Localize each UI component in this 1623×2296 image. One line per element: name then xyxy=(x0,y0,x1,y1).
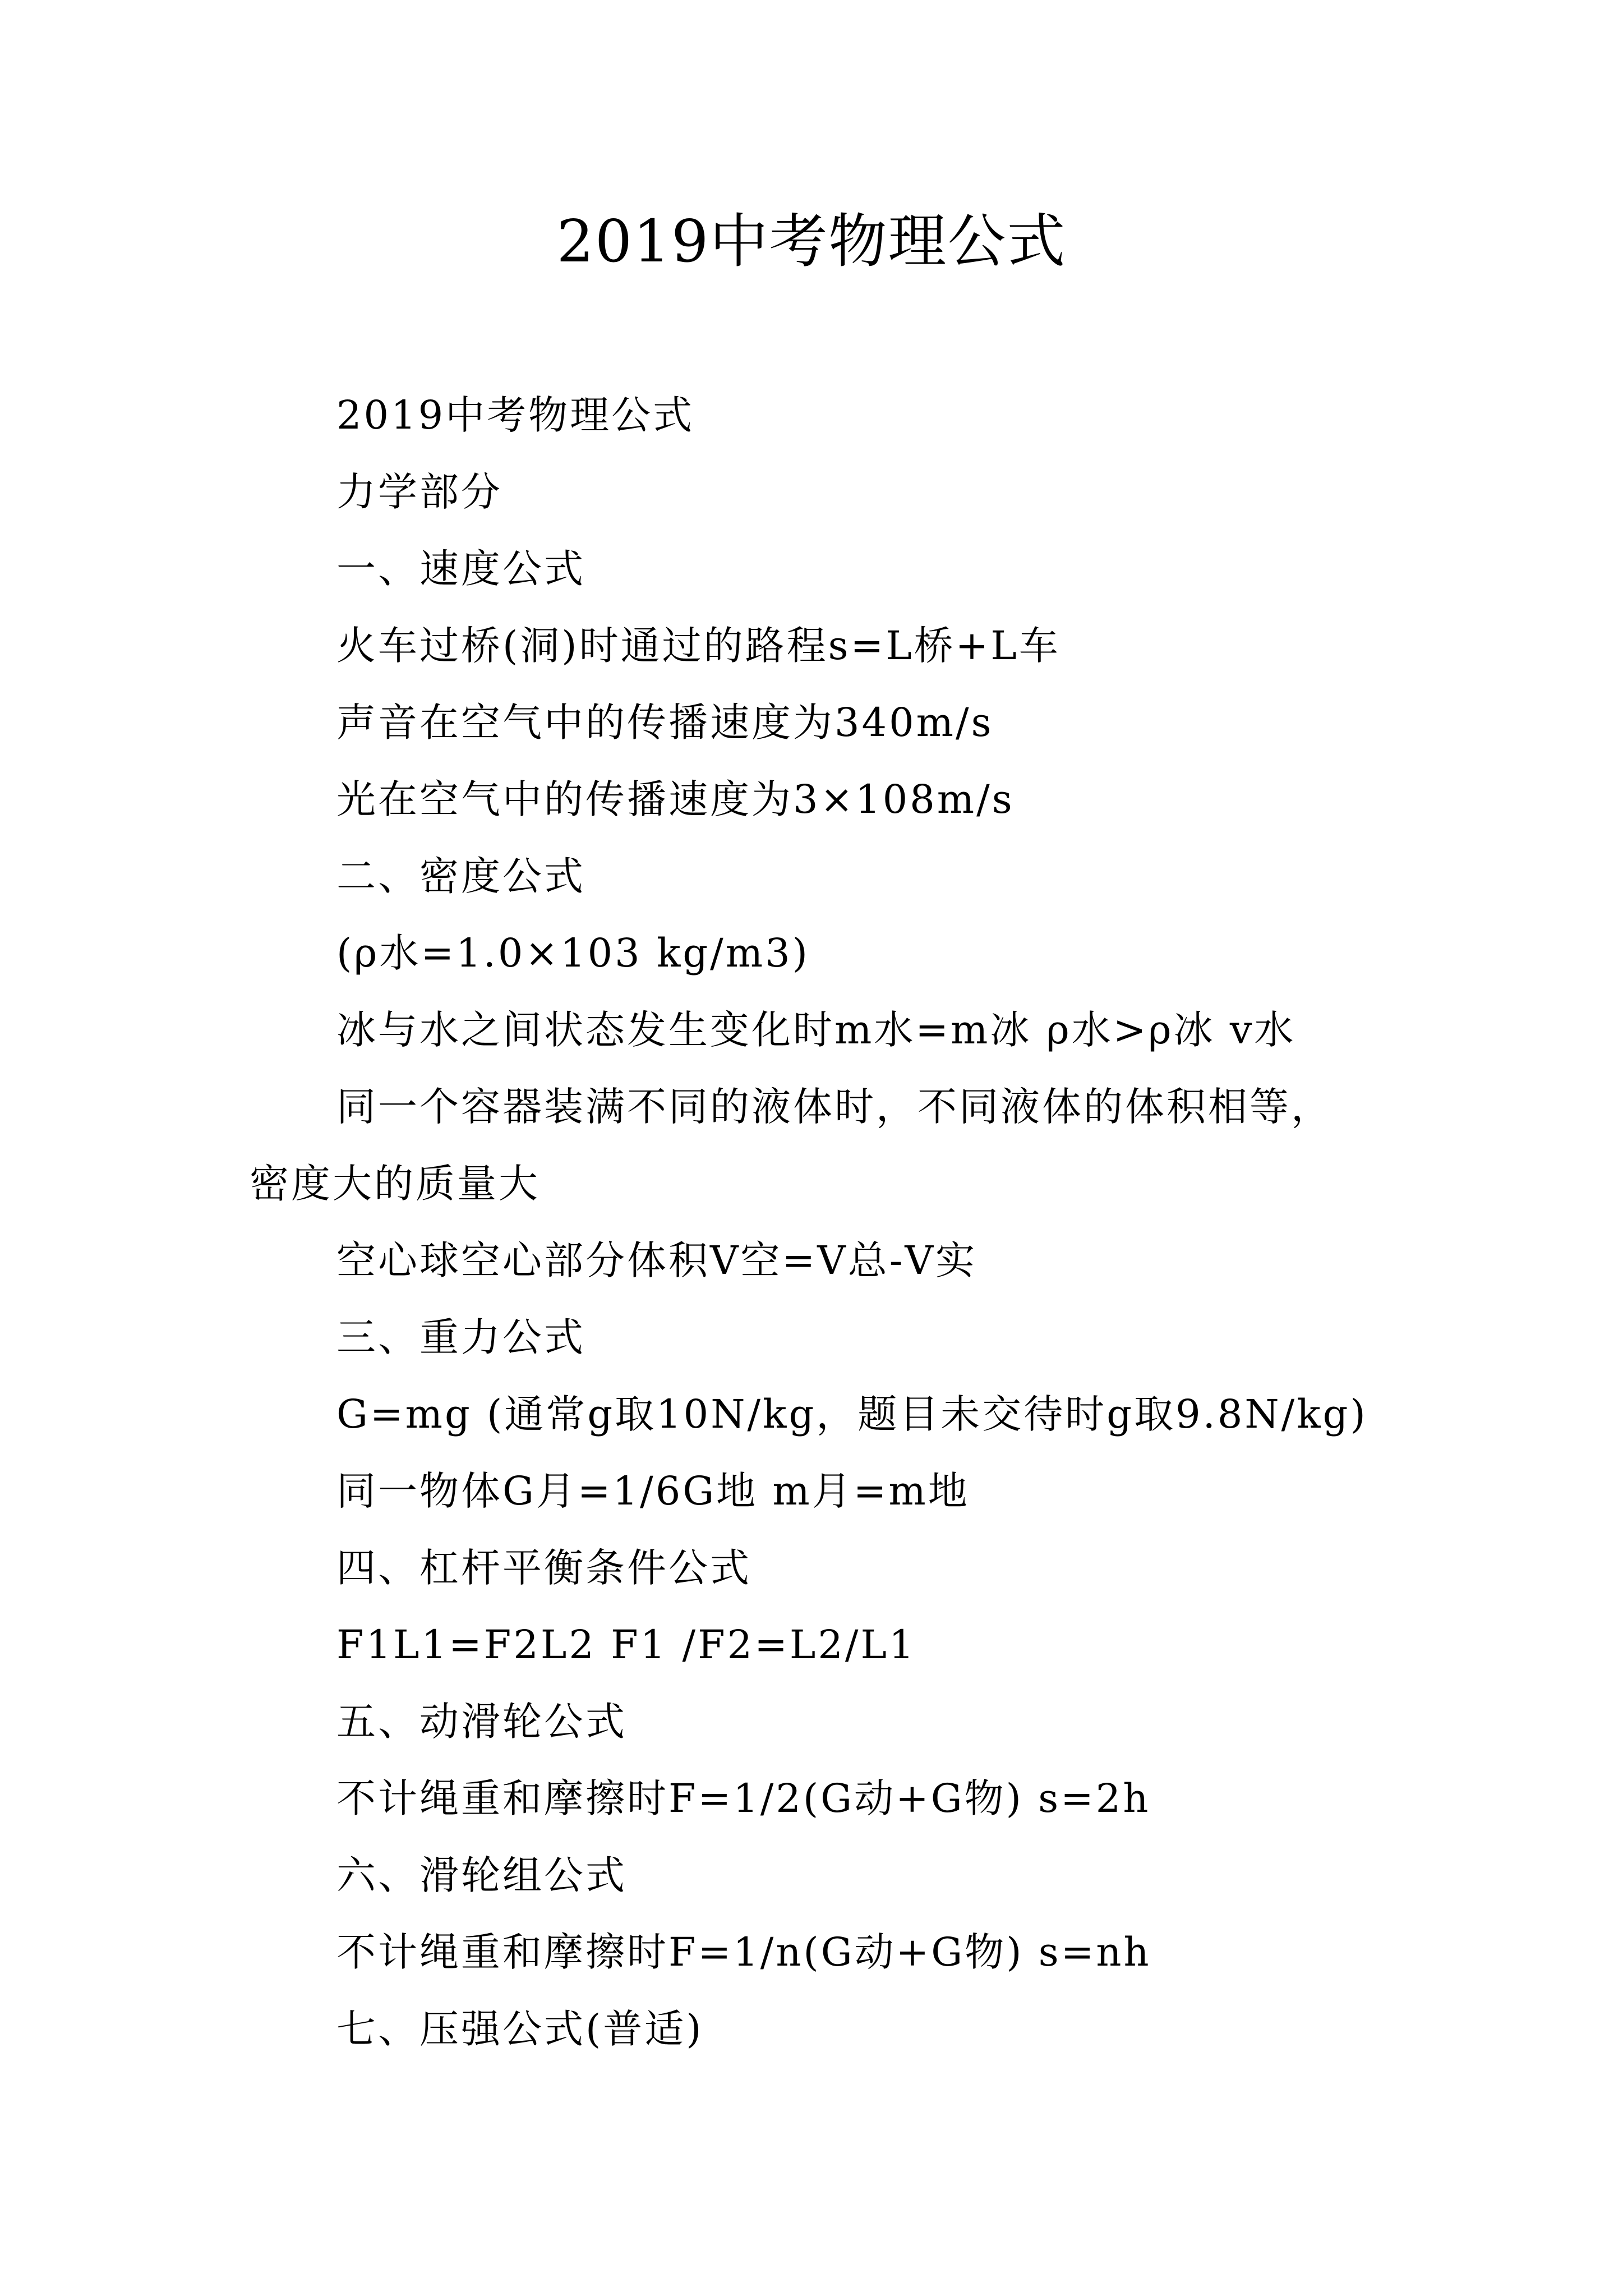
paragraph-line: 空心球空心部分体积V空=V总-V实 xyxy=(336,1237,977,1283)
section-heading: 一、速度公式 xyxy=(336,546,585,592)
paragraph-line: 光在空气中的传播速度为3×108m/s xyxy=(336,776,1015,822)
paragraph-line: 同一个容器装满不同的液体时，不同液体的体积相等， xyxy=(336,1084,1332,1130)
paragraph-line: 火车过桥(洞)时通过的路程s=L桥+L车 xyxy=(336,623,1061,669)
paragraph-line: 不计绳重和摩擦时F=1/2(G动+G物) s=2h xyxy=(336,1775,1151,1821)
paragraph-line: 不计绳重和摩擦时F=1/n(G动+G物) s=nh xyxy=(336,1929,1151,1975)
paragraph-line: (ρ水=1.0×103 kg/m3) xyxy=(336,930,810,976)
paragraph-line: G=mg (通常g取10N/kg，题目未交待时g取9.8N/kg) xyxy=(336,1391,1368,1437)
paragraph-line: F1L1=F2L2 F1 /F2=L2/L1 xyxy=(336,1622,916,1668)
section-heading: 二、密度公式 xyxy=(336,853,585,899)
section-heading: 五、动滑轮公式 xyxy=(336,1699,627,1745)
section-heading: 七、压强公式(普适) xyxy=(336,2006,704,2052)
paragraph-line: 冰与水之间状态发生变化时m水=m冰 ρ水>ρ冰 v水 xyxy=(336,1007,1296,1053)
paragraph-line: 2019中考物理公式 xyxy=(336,392,695,438)
section-heading: 三、重力公式 xyxy=(336,1314,585,1360)
section-heading: 四、杠杆平衡条件公式 xyxy=(336,1545,751,1591)
paragraph-line: 密度大的质量大 xyxy=(250,1161,540,1207)
paragraph-line: 声音在空气中的传播速度为340m/s xyxy=(336,700,994,746)
paragraph-line: 同一物体G月=1/6G地 m月=m地 xyxy=(336,1468,970,1514)
section-heading: 六、滑轮组公式 xyxy=(336,1852,627,1898)
document-title: 2019中考物理公式 xyxy=(556,207,1067,275)
paragraph-line: 力学部分 xyxy=(336,469,502,515)
